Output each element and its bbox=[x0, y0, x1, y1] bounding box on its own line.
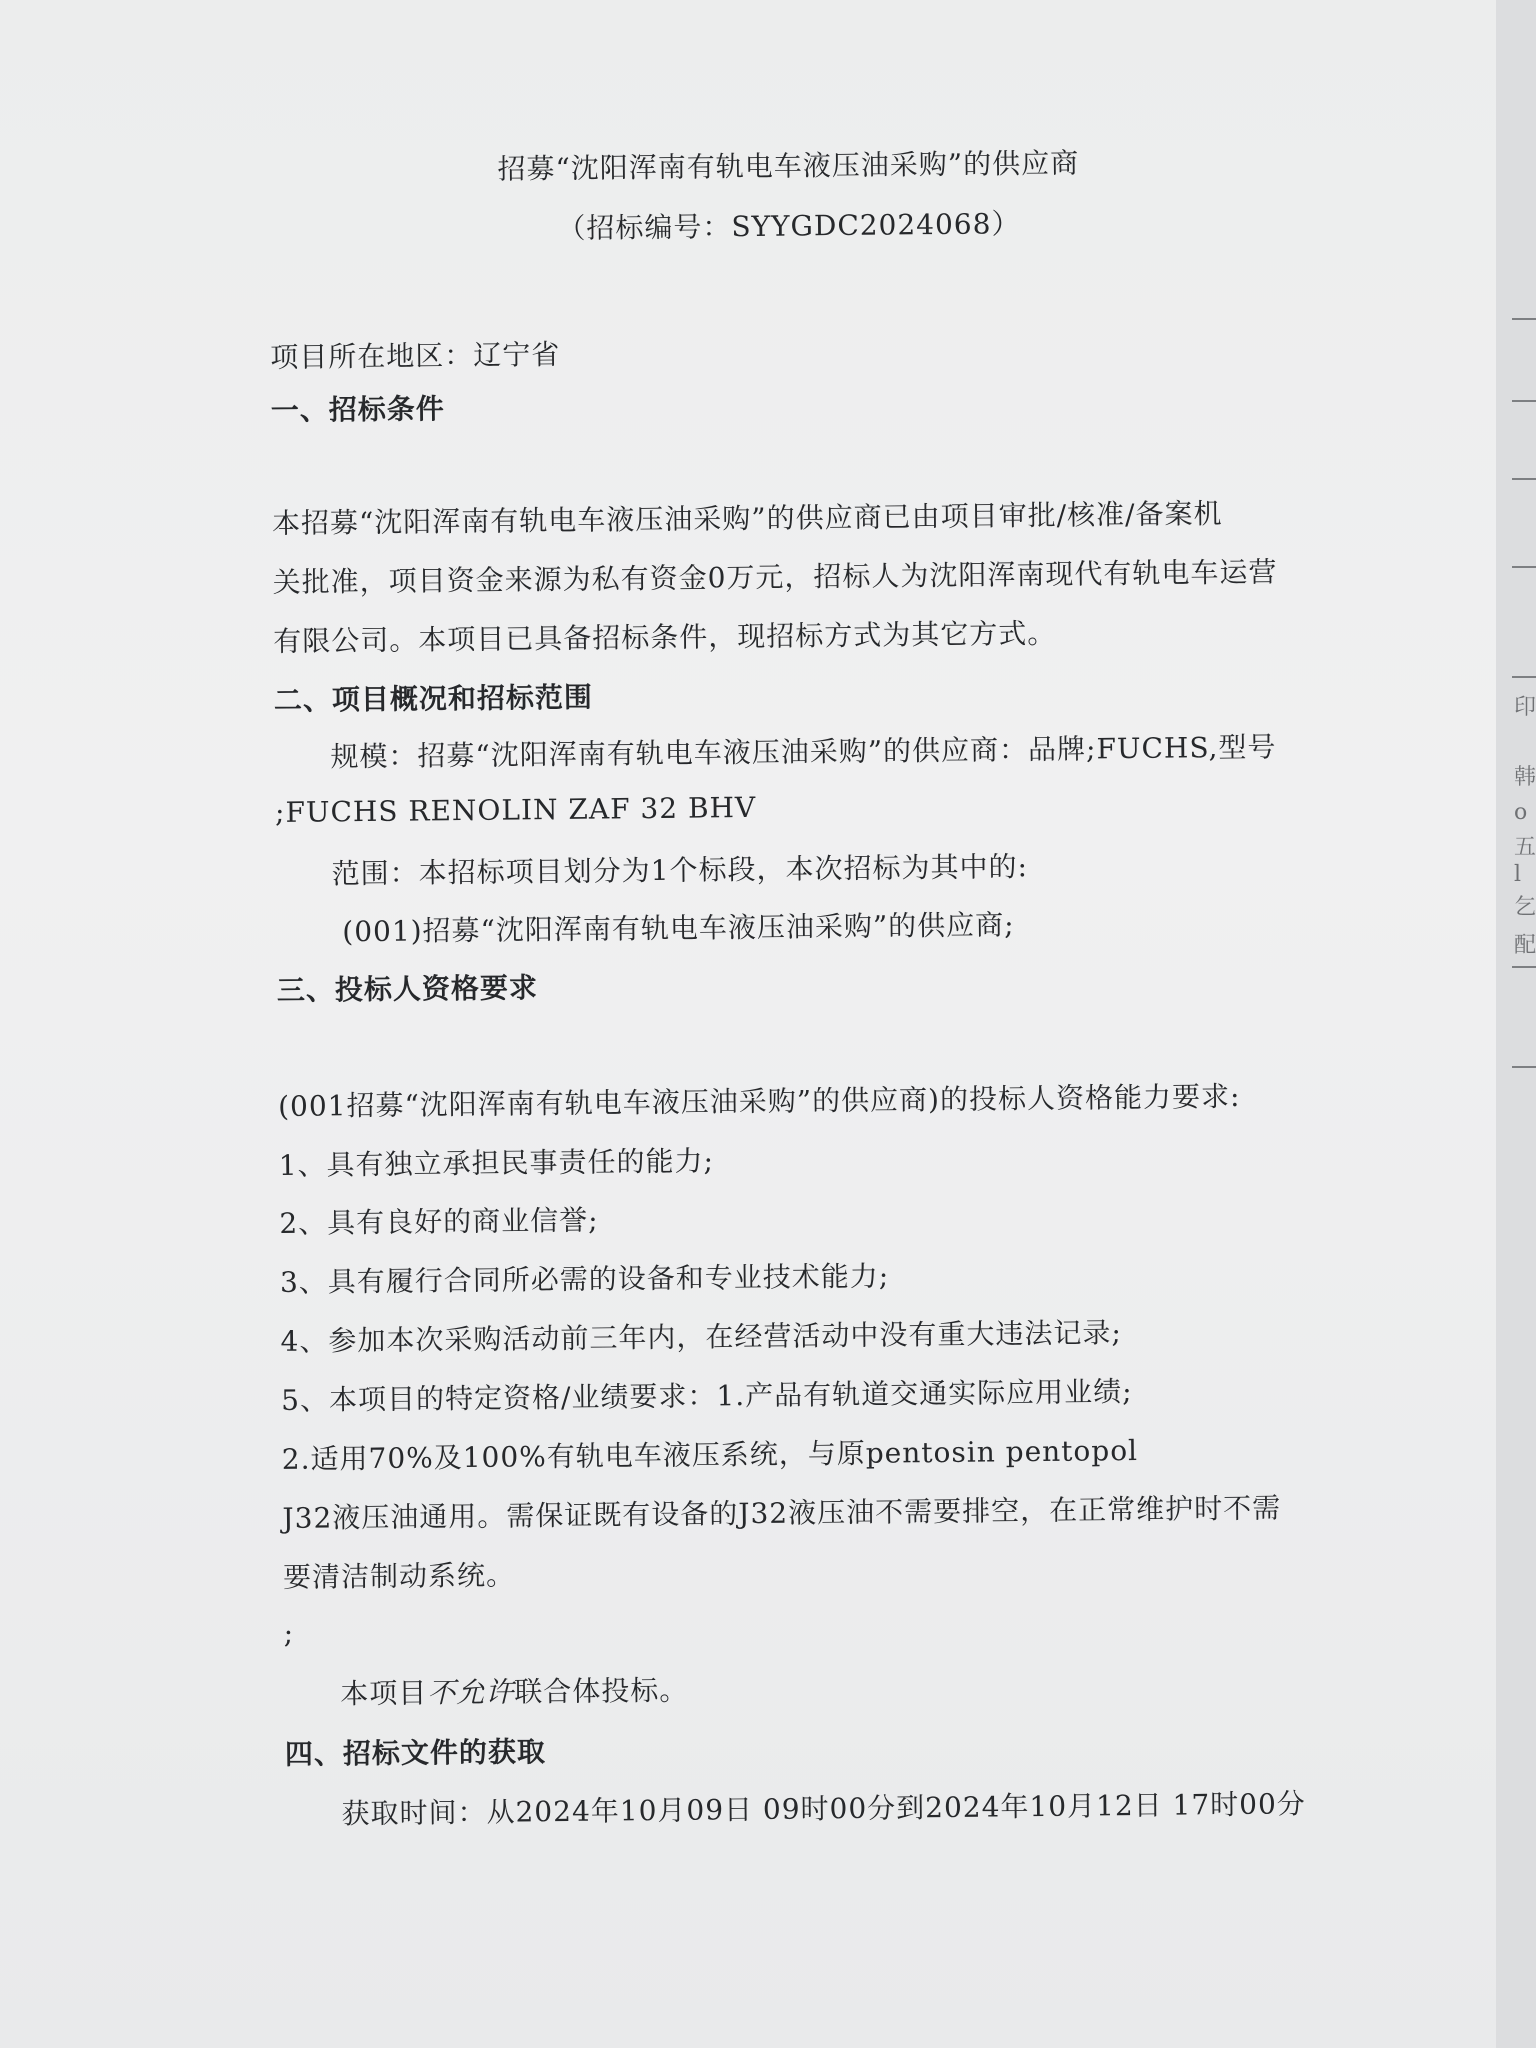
tender-number: （招标编号：SYYGDC2024068） bbox=[557, 207, 1021, 245]
edge-mark bbox=[1512, 966, 1536, 968]
stray-semicolon: ; bbox=[283, 1616, 295, 1650]
edge-mark bbox=[1512, 318, 1536, 320]
adjacent-page-edge bbox=[1496, 0, 1536, 2048]
section-heading-2: 二、项目概况和招标范围 bbox=[273, 680, 594, 717]
edge-char: 乞 bbox=[1514, 895, 1536, 920]
edge-mark bbox=[1512, 400, 1536, 402]
section-1-line: 本招募“沈阳浑南有轨电车液压油采购”的供应商已由项目审批/核准/备案机 bbox=[271, 497, 1223, 540]
section-heading-4: 四、招标文件的获取 bbox=[284, 1735, 547, 1771]
project-region: 项目所在地区：辽宁省 bbox=[270, 337, 561, 374]
consortium-note-b: 不允许 bbox=[427, 1675, 515, 1710]
edge-mark bbox=[1512, 566, 1536, 568]
qualification-item: 要清洁制动系统。 bbox=[282, 1558, 516, 1594]
section-1-line: 有限公司。本项目已具备招标条件，现招标方式为其它方式。 bbox=[273, 616, 1057, 658]
scale-line-2: ;FUCHS RENOLIN ZAF 32 BHV bbox=[274, 790, 757, 829]
qualification-item: 4、参加本次采购活动前三年内，在经营活动中没有重大违法记录; bbox=[280, 1316, 1122, 1358]
qualification-item: J32液压油通用。需保证既有设备的J32液压油不需要排空，在正常维护时不需 bbox=[282, 1491, 1282, 1535]
acquisition-time: 获取时间：从2024年10月09日 09时00分到2024年10月12日 17时00分 bbox=[341, 1787, 1307, 1831]
edge-mark bbox=[1512, 676, 1536, 678]
range-line-1: 范围：本招标项目划分为1个标段，本次招标为其中的: bbox=[331, 850, 1029, 891]
qualification-item: 2、具有良好的商业信誉; bbox=[279, 1203, 599, 1240]
qualification-item: 3、具有履行合同所必需的设备和专业技术能力; bbox=[279, 1259, 890, 1299]
document-title: 招募“沈阳浑南有轨电车液压油采购”的供应商 bbox=[497, 146, 1080, 186]
edge-char: 五 bbox=[1514, 835, 1536, 860]
edge-mark bbox=[1512, 478, 1536, 480]
section-heading-1: 一、招标条件 bbox=[270, 392, 446, 427]
consortium-note bbox=[340, 1669, 688, 1713]
qualification-item: 1、具有独立承担民事责任的能力; bbox=[278, 1144, 715, 1182]
edge-char: 韩 bbox=[1514, 765, 1536, 790]
section-1-line: 关批准，项目资金来源为私有资金0万元，招标人为沈阳浑南现代有轨电车运营 bbox=[272, 555, 1278, 599]
qualification-item: 5、本项目的特定资格/业绩要求：1.产品有轨道交通实际应用业绩; bbox=[281, 1375, 1133, 1417]
scale-line-1: 规模：招募“沈阳浑南有轨电车液压油采购”的供应商：品牌;FUCHS,型号 bbox=[330, 730, 1277, 774]
qualification-intro: (001招募“沈阳浑南有轨电车液压油采购”的供应商)的投标人资格能力要求: bbox=[277, 1079, 1241, 1123]
qualification-item: 2.适用70%及100%有轨电车液压系统，与原pentosin pentopol bbox=[281, 1433, 1139, 1476]
edge-char: 印 bbox=[1514, 695, 1536, 720]
range-line-2: (001)招募“沈阳浑南有轨电车液压油采购”的供应商; bbox=[342, 908, 1015, 949]
edge-char: 配 bbox=[1514, 933, 1536, 958]
edge-char: l bbox=[1514, 862, 1522, 887]
consortium-note-c: 联合体投标。 bbox=[514, 1673, 689, 1709]
section-heading-3: 三、投标人资格要求 bbox=[276, 971, 539, 1007]
document-body bbox=[268, 129, 1308, 1831]
edge-mark bbox=[1512, 1066, 1536, 1068]
consortium-note-a: 本项目 bbox=[340, 1676, 428, 1711]
edge-char: o bbox=[1514, 800, 1528, 825]
